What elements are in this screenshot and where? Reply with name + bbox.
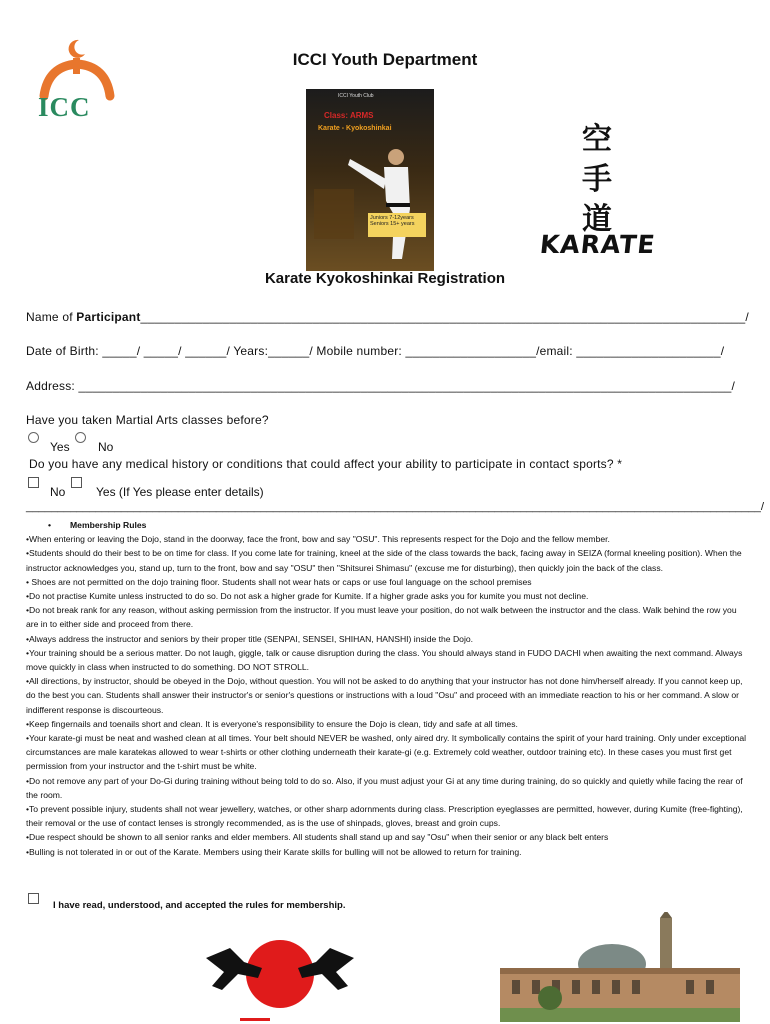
kanji-do: 道: [582, 202, 612, 237]
karate-fighter-image: [344, 139, 430, 267]
membership-rules: [26, 518, 748, 859]
rule-item: •Your training should be a serious matter. Do not laugh, giggle, talk or cause disruption during the class. You should always stand in FUDO DACHI when awaiting the next command. Always move quickly in class when instructed to do something. DO NOT STROLL.: [26, 647, 743, 673]
rule-item: •Do not practise Kumite unless instructed to do so. Do not ask a higher grade for Kumite. If a higher grade asks you for kumite you must not decline.: [26, 591, 589, 602]
poster-age-box: [368, 213, 426, 237]
icc-logo: [36, 34, 118, 124]
poster-class-label: Class: ARMS: [324, 111, 374, 120]
rule-item: •Your karate-gi must be neat and washed clean at all times. Your belt should NEVER be washed, only aired dry. It symbolically contains the spirit of your hard training. Only under exceptional circumstances are male karatekas allowed to wear t-shirts or other clothing underneath their karate-gi (e.g. Extremely cold weather, outdoor training etc). In these cases you must first get permission from your instructor and the t-shirt must be white.: [26, 733, 747, 772]
mosque-building-image: [500, 912, 740, 1022]
rule-item: •Keep fingernails and toenails short and clean. It is everyone's responsibility to ensure the Dojo is clean, tidy and safe at all times.: [26, 718, 518, 729]
karate-poster: [306, 89, 434, 271]
page-title: ICCI Youth Department: [292, 50, 478, 69]
form-heading: Karate Kyokoshinkai Registration: [264, 270, 506, 287]
medical-question: Do you have any medical history or conditions that could affect your ability to participate in contact sports? *: [29, 457, 623, 471]
accept-rules-label: I have read, understood, and accepted the rules for membership.: [53, 900, 346, 911]
karate-fighters-sun-image: [200, 938, 360, 1024]
rule-item: •When entering or leaving the Dojo, stand in the doorway, face the front, bow and say "OSU". This represents respect for the Dojo and the fellow member.: [26, 534, 610, 545]
medical-no-label: No: [50, 485, 66, 499]
martial-yes-label: Yes: [50, 440, 70, 454]
medical-no-checkbox[interactable]: [28, 477, 39, 488]
address-field[interactable]: Address: _______________________________________________________________________________________________/: [26, 379, 736, 393]
rule-item: •Do not remove any part of your Do-Gi during training without being told to do so. Also, if you must adjust your Gi at any time during training, do so quickly and quietly while facing the rear of the room.: [26, 775, 743, 800]
rule-item: •Students should do their best to be on time for class. If you come late for training, kneel at the side of the class towards the back, facing away in SEIZA (formal kneeling position). When the instructor acknowledges you, stand up, turn to the front, bow and say "OSU" then "Shitsurei Shimasu" (excuse me for disturbing), then quickly join the back of the class.: [26, 548, 742, 573]
rule-item: •All directions, by instructor, should be obeyed in the Dojo, without question. You will not be asked to do anything that your instructor has not done him/herself already. If you cannot keep up, do the best you can. Students shall answer their instructor's or senior's questions or instructions with a loud "Osu" and proceed with an immediate reaction to his or her command. A slow or indifferent response is discourteous.: [26, 676, 743, 715]
medical-yes-label: Yes (If Yes please enter details): [96, 485, 264, 499]
karate-word: KARATE: [538, 230, 658, 259]
accept-rules-checkbox[interactable]: [28, 893, 39, 904]
poster-style-line: Karate - Kyokoshinkai: [318, 125, 392, 132]
martial-no-label: No: [98, 440, 114, 454]
rule-item: •Bulling is not tolerated in or out of the Karate. Members using their Karate skills for bulling will not be allowed to return for training.: [26, 846, 522, 857]
kanji-te: 手: [582, 162, 612, 197]
medical-details-field[interactable]: ____________________________________________________________________________________________________________________/: [26, 501, 765, 513]
icc-logo-text: ICC: [38, 92, 91, 122]
medical-yes-checkbox[interactable]: [71, 477, 82, 488]
karate-graphic: [540, 114, 670, 264]
poster-age-juniors: Juniors 7-12years: [370, 215, 414, 221]
participant-name-field[interactable]: [26, 310, 749, 324]
poster-info-box: [314, 189, 354, 239]
rule-item: •Always address the instructor and seniors by their proper title (SENPAI, SENSEI, SHIHAN, HANSHI) inside the Dojo.: [26, 633, 474, 644]
name-label-bold: Participant: [76, 310, 141, 324]
poster-age-seniors: Seniors 15+ years: [370, 221, 415, 227]
dob-mobile-email-field[interactable]: Date of Birth: _____/ _____/ ______/ Years:______/ Mobile number: ___________________/email: _____________________/: [26, 344, 725, 358]
rules-heading: • Membership Rules: [48, 520, 147, 530]
rule-item: •Do not break rank for any reason, without asking permission from the instructor. If you must leave your position, do not walk between the instructor and the class. Walk behind the row you are in to either side and proceed from there.: [26, 605, 737, 630]
rule-item: •To prevent possible injury, students shall not wear jewellery, watches, or other sharp adornments during class. Prescription eyeglasses are permitted, however, during Kumite (free-fighting), their removal or the use of contact lenses is strongly recommended, as is the use of shinpads, gloves, breast and groin cups.: [26, 804, 743, 829]
name-label-plain: Name of: [26, 310, 77, 324]
rule-item: •Due respect should be shown to all senior ranks and elder members. All students shall stand up and say "Osu" when their senior or any black belt enters: [26, 832, 609, 843]
name-line: ________________________________________________________________________________________/: [140, 310, 749, 324]
kanji-kara: 空: [582, 122, 612, 157]
rule-item: • Shoes are not permitted on the dojo training floor. Students shall not wear hats or caps or use foul language on the school premises: [26, 576, 532, 587]
poster-caption: ICCI Youth Club: [338, 93, 374, 99]
martial-arts-question: Have you taken Martial Arts classes before?: [26, 413, 269, 427]
martial-yes-radio[interactable]: [28, 432, 39, 443]
martial-no-radio[interactable]: [75, 432, 86, 443]
